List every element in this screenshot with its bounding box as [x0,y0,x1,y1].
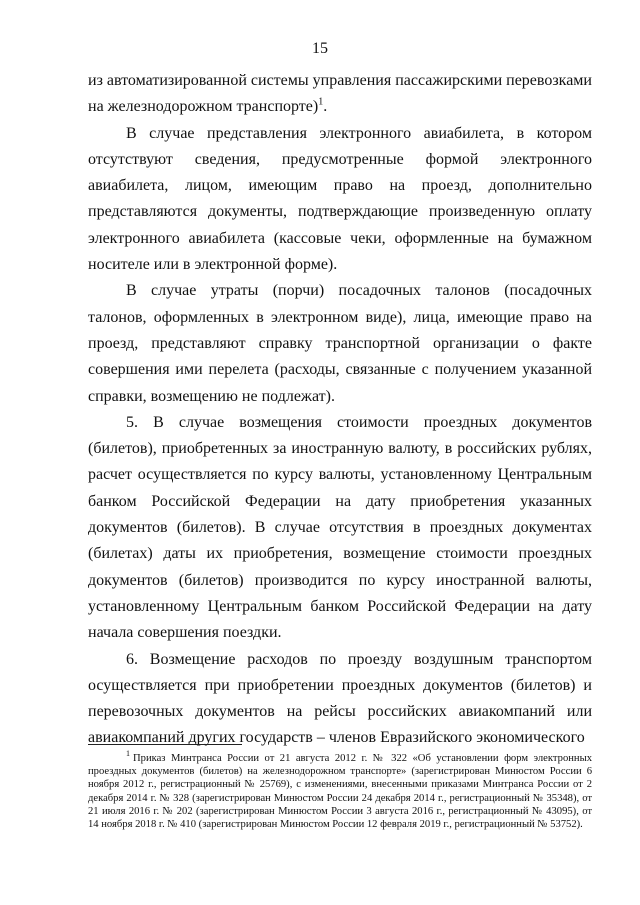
paragraph-boarding-pass-loss: В случае утраты (порчи) посадочных талонов (посадочных талонов, оформленных в электронном виде), лица, имеющие право на проезд, представляют справку транспортной организации о факте совершения ими перелета (расходы, связанные с получением указанной справки, возмещению не подлежат). [88,282,592,405]
paragraph-text: из автоматизированной системы управления пассажирскими перевозками на железнодорожном транспорте) [88,72,592,116]
paragraph-end-punctuation: . [323,98,328,116]
footnote-marker: 1 [126,749,130,759]
footnote [88,749,592,831]
paragraph-clause-6: 6. Возмещение расходов по проезду воздушным транспортом осуществляется при приобретении проездных документов (билетов) и перевозочных документов на рейсы российских авиакомпаний или авиакомпаний других государств – членов Евразийского экономического [88,650,592,747]
body-text [88,68,592,752]
footnote-reference[interactable]: 1 [318,96,324,108]
footnote-separator [88,744,242,745]
paragraph-electronic-ticket: В случае представления электронного авиабилета, в котором отсутствуют сведения, предусмотренные формой электронного авиабилета, лицом, имеющим право на проезд, дополнительно представляются документы, подтверждающие произведенную оплату электронного авиабилета (кассовые чеки, оформленные на бумажном носителе или в электронной форме). [88,124,592,274]
footnote-text: Приказ Минтранса России от 21 августа 2012 г. № 322 «Об установлении форм электронных проездных документов (билетов) на железнодорожном транспорте» (зарегистрирован Минюстом России 6 ноября 2012 г., регистрационный № 25769), с изменениями, внесенными приказами Минтранса России от 2 декабря 2014 г. № 328 (зарегистрирован Минюстом России 24 декабря 2014 г., регистрационный № 35348), от 21 июля 2016 г. № 202 (зарегистрирован Минюстом России 3 августа 2016 г., регистрационный № 43095), от 14 ноября 2018 г. № 410 (зарегистрирован Минюстом России 12 февраля 2019 г., регистрационный № 53752). [88,753,592,831]
page-number: 15 [312,40,328,57]
paragraph-continuation [88,68,592,121]
paragraph-clause-5: 5. В случае возмещения стоимости проездных документов (билетов), приобретенных за иностранную валюту, в российских рублях, расчет осуществляется по курсу валюты, установленному Центральным банком Российской Федерации на дату приобретения указанных документов (билетов). В случае отсутствия в проездных документах (билетах) даты их приобретения, возмещение стоимости проездных документов (билетов) производится по курсу иностранной валюты, установленному Центральным банком Российской Федерации на дату начала совершения поездки. [88,413,592,642]
